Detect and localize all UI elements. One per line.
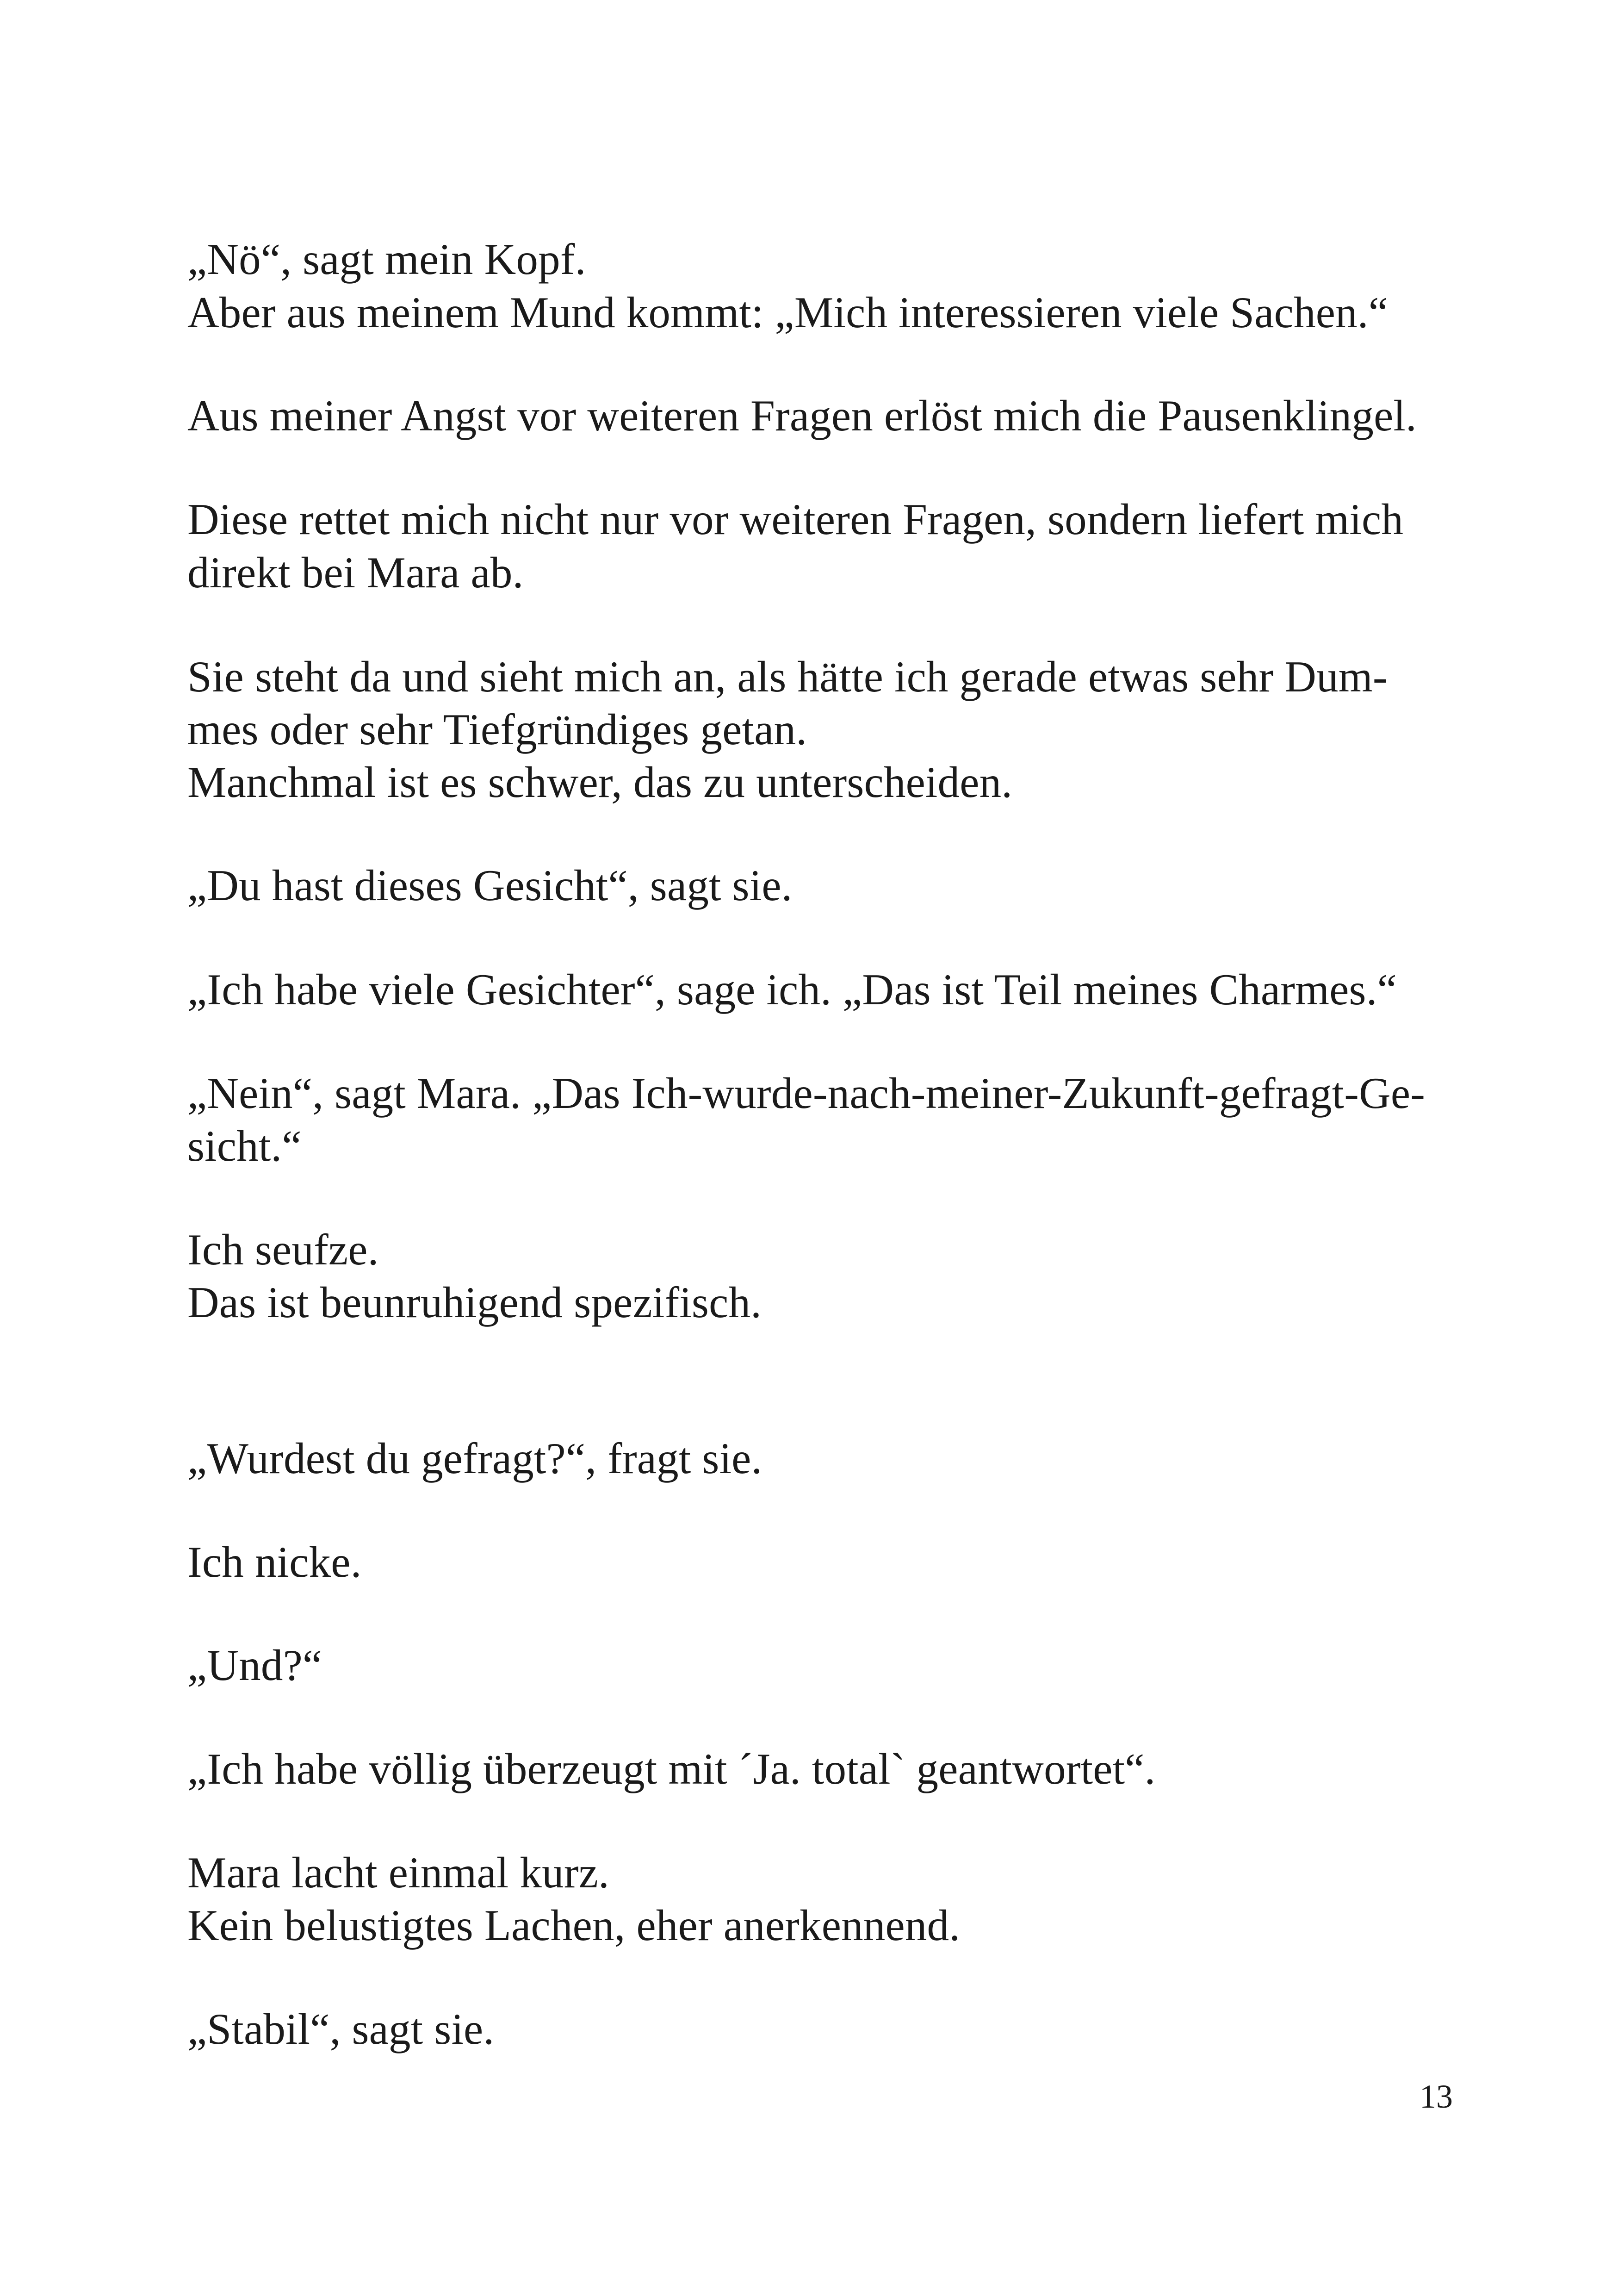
text-line: Manchmal ist es schwer, das zu unterscheiden. bbox=[187, 758, 1013, 807]
text-line: Diese rettet mich nicht nur vor weiteren Fragen, sondern liefert mich bbox=[187, 495, 1404, 544]
text-line: „Nein“, sagt Mara. „Das Ich-wurde-nach-meiner-Zukunft-gefragt-Ge- bbox=[187, 1069, 1426, 1118]
text-line: Das ist beunruhigend spezifisch. bbox=[187, 1278, 762, 1327]
text-line: Sie steht da und sieht mich an, als hätte ich gerade etwas sehr Dum- bbox=[187, 652, 1388, 701]
text-line: Aber aus meinem Mund kommt: „Mich interessieren viele Sachen.“ bbox=[187, 288, 1389, 337]
text-line: „Du hast dieses Gesicht“, sagt sie. bbox=[187, 861, 793, 910]
text-line: Ich nicke. bbox=[187, 1537, 362, 1587]
text-line: sicht.“ bbox=[187, 1121, 302, 1170]
text-line: Ich seufze. bbox=[187, 1225, 379, 1274]
text-line: Mara lacht einmal kurz. bbox=[187, 1848, 609, 1897]
text-line: „Und?“ bbox=[187, 1641, 322, 1690]
page-number: 13 bbox=[1420, 2078, 1453, 2115]
text-line: mes oder sehr Tiefgründiges getan. bbox=[187, 705, 807, 754]
text-line: „Ich habe viele Gesichter“, sage ich. „Das ist Teil meines Charmes.“ bbox=[187, 965, 1397, 1014]
text-line: „Wurdest du gefragt?“, fragt sie. bbox=[187, 1434, 763, 1483]
text-line: „Nö“, sagt mein Kopf. bbox=[187, 235, 586, 284]
text-line: Aus meiner Angst vor weiteren Fragen erlöst mich die Pausenklingel. bbox=[187, 391, 1417, 440]
text-line: direkt bei Mara ab. bbox=[187, 548, 524, 597]
text-line: Kein belustigtes Lachen, eher anerkennend. bbox=[187, 1901, 961, 1950]
text-line: „Stabil“, sagt sie. bbox=[187, 2004, 495, 2053]
text-line: „Ich habe völlig überzeugt mit ´Ja. total` geantwortet“. bbox=[187, 1744, 1156, 1793]
